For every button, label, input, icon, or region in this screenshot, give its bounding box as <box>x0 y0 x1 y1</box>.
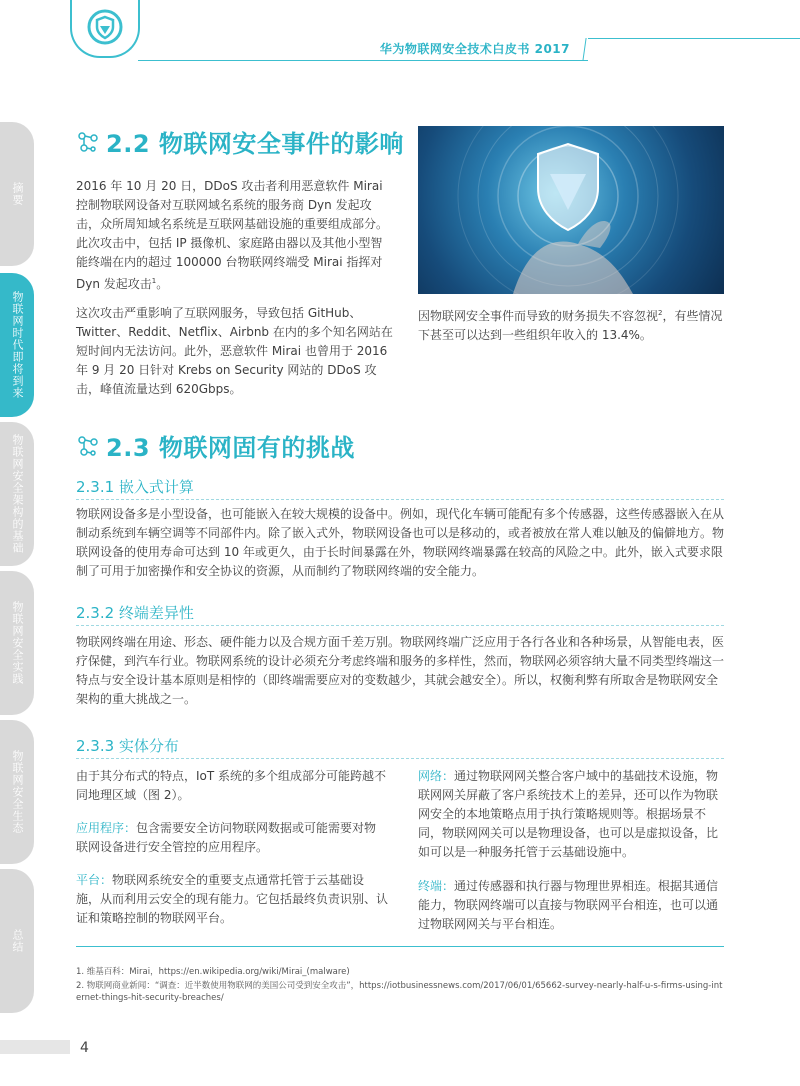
side-tab-label: 总结 <box>11 929 24 953</box>
distribution-intro: 由于其分布式的特点，IoT 系统的多个组成部分可能跨越不同地理区域（图 2）。 <box>76 769 387 802</box>
subsection-2-3-2-title: 2.3.2 终端差异性 <box>76 604 194 622</box>
footnote-ref-1[interactable]: 1 <box>151 277 157 285</box>
network-item <box>418 767 726 862</box>
molecule-icon <box>76 130 100 154</box>
subsection-rule <box>76 758 724 759</box>
footnote-ref-2[interactable]: 2 <box>658 309 663 317</box>
shield-hand-image <box>418 126 724 294</box>
application-item <box>76 819 388 857</box>
side-tab-label: 物联网时代即将到来 <box>11 291 24 399</box>
section-2-3-title: 2.3 物联网固有的挑战 <box>106 434 355 462</box>
platform-item <box>76 871 388 928</box>
application-text: 包含需要安全访问物联网数据或可能需要对物联网设备进行安全管控的应用程序。 <box>76 821 377 854</box>
platform-text: 物联网系统安全的重要支点通常托管于云基础设施，从而利用云安全的现有能力。它包括最终负责识别、认证和策略控制的物联网平台。 <box>76 873 389 925</box>
side-tab-label: 物联网安全生态 <box>11 750 24 834</box>
footnote-1: 1. 维基百科：Mirai，https://en.wikipedia.org/wiki/Mirai_(malware) <box>76 967 350 977</box>
side-tab-conclusion[interactable] <box>0 869 34 1013</box>
side-tab-label: 物联网安全架构的基础 <box>11 434 24 554</box>
subsection-2-3-2-text: 物联网终端在用途、形态、硬件能力以及合规方面千差万别。物联网终端广泛应用于各行各业和各种场景，从智能电表，医疗保健，到汽车行业。物联网系统的设计必须充分考虑终端和服务的多样性，然而，物联网必须容纳大量不同类型终端这一特点与安全设计基本原则是相悖的（即终端需要应对的变数越少，其就会越安全）。所以，权衡利弊有所取舍是物联网安全架构的重大挑战之一。 <box>76 635 725 706</box>
side-tab-label: 摘要 <box>11 182 24 206</box>
footnote-2: 2. 物联网商业新闻：“调查：近半数使用物联网的美国公司受到安全攻击”，https://iotbusinessnews.com/2017/06/01/65662-survey-nearly-half-u-s-firms-using-internet-things-hit-security-breaches/ <box>76 981 723 1003</box>
page-number-bar <box>0 1040 70 1054</box>
platform-term: 平台： <box>76 873 113 887</box>
section-2-3-heading <box>76 428 355 463</box>
application-term: 应用程序： <box>76 821 137 835</box>
side-tab-ecosystem[interactable] <box>0 720 34 864</box>
header-rule-right <box>588 38 800 39</box>
subsection-rule <box>76 625 724 626</box>
paragraph-text: ，有些情况下甚至可以达到一些组织年收入的 13.4%。 <box>418 309 723 342</box>
section-2-2-title: 2.2 物联网安全事件的影响 <box>106 130 404 158</box>
side-tab-practice[interactable] <box>0 571 34 715</box>
page-number: 4 <box>80 1040 89 1056</box>
section-2-2-heading <box>76 124 404 159</box>
shield-logo-icon <box>86 8 124 46</box>
paragraph-text: 2016 年 10 月 20 日，DDoS 攻击者利用恶意软件 Mirai 控制物联网设备对互联网域名系统的服务商 Dyn 发起攻击，众所周知域名系统是互联网基础设施的重要组成部分。此次攻击中，包括 IP 摄像机、家庭路由器以及其他小型智能终端在内的超过 100000 台物联网终端受 Mirai 指挥对 Dyn 发起攻击 <box>76 179 389 291</box>
footnote-rule <box>76 946 724 947</box>
subsection-2-3-3-title: 2.3.3 实体分布 <box>76 737 179 755</box>
header-title: 华为物联网安全技术白皮书 2017 <box>379 42 570 56</box>
network-term: 网络： <box>418 769 455 783</box>
paragraph-end: 。 <box>156 277 169 291</box>
side-tab-architecture[interactable] <box>0 422 34 566</box>
subsection-2-3-1-text: 物联网设备多是小型设备，也可能嵌入在较大规模的设备中。例如，现代化车辆可能配有多个传感器，这些传感器嵌入在从制动系统到车辆空调等不同部件内。除了嵌入式外，物联网设备也可以是移动的，或者被放在常人难以触及的偏僻地方。物联网设备的使用寿命可达到 10 年或更久，由于长时间暴露在外，物联网终端暴露在较高的风险之中。此外，嵌入式要求限制了可用于加密操作和安全协议的资源，从而制约了物联网终端的安全能力。 <box>76 507 725 578</box>
network-text: 通过物联网网关整合客户域中的基础技术设施，物联网网关屏蔽了客户系统技术上的差异，还可以作为物联网安全的本地策略点用于执行策略规则等。根据场景不同，物联网网关可以是物理设备，也可以是虚拟设备，比如可以是一种服务托管于云基础设施中。 <box>418 769 719 859</box>
logo-badge <box>70 0 140 58</box>
terminal-term: 终端： <box>418 879 455 893</box>
side-tab-label: 物联网安全实践 <box>11 601 24 685</box>
terminal-item <box>418 877 726 934</box>
subsection-rule <box>76 499 724 500</box>
paragraph-text: 因物联网安全事件而导致的财务损失不容忽视 <box>418 309 659 323</box>
subsection-2-3-1-title: 2.3.1 嵌入式计算 <box>76 478 194 496</box>
molecule-icon <box>76 434 100 458</box>
side-tab-summary[interactable] <box>0 122 34 266</box>
header-rule <box>138 60 588 61</box>
terminal-text: 通过传感器和执行器与物理世界相连。根据其通信能力，物联网终端可以直接与物联网平台相连，也可以通过物联网网关与平台相连。 <box>418 879 719 931</box>
section-2-2-paragraph-2: 这次攻击严重影响了互联网服务，导致包括 GitHub、Twitter、Reddit、Netflix、Airbnb 在内的多个知名网站在短时间内无法访问。此外，恶意软件 Mirai 也曾用于 2016 年 9 月 20 日针对 Krebs on Security 网站的 DDoS 攻击，峰值流量达到 620Gbps。 <box>76 306 393 396</box>
section-2-2-paragraph-1 <box>76 177 394 294</box>
section-2-2-paragraph-3 <box>418 304 726 345</box>
header-rule-slant <box>582 38 586 61</box>
side-tab-iot-era[interactable] <box>0 273 34 417</box>
